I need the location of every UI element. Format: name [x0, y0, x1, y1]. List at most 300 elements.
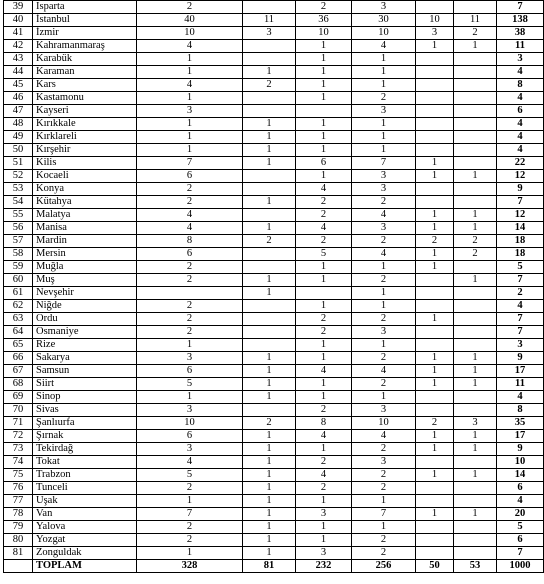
- value-cell: [416, 118, 454, 131]
- value-cell: 1: [296, 144, 352, 157]
- value-cell: [416, 521, 454, 534]
- value-cell: [454, 261, 497, 274]
- row-number: 64: [4, 326, 33, 339]
- row-total: 7: [497, 196, 544, 209]
- total-cell: 256: [352, 560, 416, 573]
- province-name: Sivas: [33, 404, 137, 417]
- row-number: 67: [4, 365, 33, 378]
- table-row: [4, 118, 544, 131]
- value-cell: 1: [416, 261, 454, 274]
- value-cell: [243, 209, 296, 222]
- total-cell: 53: [454, 560, 497, 573]
- province-name: Kırşehir: [33, 144, 137, 157]
- value-cell: [243, 1, 296, 14]
- province-name: Sakarya: [33, 352, 137, 365]
- table-row: [4, 209, 544, 222]
- row-number: 63: [4, 313, 33, 326]
- row-number: 69: [4, 391, 33, 404]
- row-number: 55: [4, 209, 33, 222]
- value-cell: 4: [352, 248, 416, 261]
- table-row: [4, 404, 544, 417]
- value-cell: [296, 287, 352, 300]
- value-cell: 1: [352, 339, 416, 352]
- value-cell: 1: [416, 170, 454, 183]
- province-name: Kırklareli: [33, 131, 137, 144]
- province-name: Kırıkkale: [33, 118, 137, 131]
- province-name: Yozgat: [33, 534, 137, 547]
- value-cell: 1: [243, 495, 296, 508]
- value-cell: 2: [296, 1, 352, 14]
- value-cell: 6: [137, 430, 243, 443]
- table-body: [4, 1, 544, 573]
- row-number: 54: [4, 196, 33, 209]
- value-cell: 1: [352, 79, 416, 92]
- table-row: [4, 326, 544, 339]
- value-cell: 1: [352, 300, 416, 313]
- table-row: [4, 287, 544, 300]
- province-name: Kayseri: [33, 105, 137, 118]
- value-cell: [416, 183, 454, 196]
- value-cell: [454, 404, 497, 417]
- value-cell: 1: [352, 521, 416, 534]
- value-cell: [416, 456, 454, 469]
- total-cell: 232: [296, 560, 352, 573]
- value-cell: 1: [352, 131, 416, 144]
- row-number: 65: [4, 339, 33, 352]
- table-row: [4, 170, 544, 183]
- value-cell: 1: [454, 274, 497, 287]
- value-cell: 1: [243, 378, 296, 391]
- value-cell: 1: [416, 40, 454, 53]
- value-cell: [243, 261, 296, 274]
- value-cell: [416, 495, 454, 508]
- value-cell: [454, 300, 497, 313]
- row-number: 66: [4, 352, 33, 365]
- value-cell: [243, 92, 296, 105]
- value-cell: 1: [454, 222, 497, 235]
- value-cell: [296, 105, 352, 118]
- value-cell: 7: [137, 508, 243, 521]
- value-cell: 1: [137, 118, 243, 131]
- value-cell: 6: [296, 157, 352, 170]
- province-distribution-table: [3, 0, 544, 573]
- value-cell: 2: [296, 209, 352, 222]
- value-cell: 4: [352, 430, 416, 443]
- value-cell: [137, 287, 243, 300]
- province-name: Niğde: [33, 300, 137, 313]
- row-total: 20: [497, 508, 544, 521]
- value-cell: 1: [296, 79, 352, 92]
- row-total: 14: [497, 469, 544, 482]
- value-cell: [454, 313, 497, 326]
- table-row: [4, 430, 544, 443]
- value-cell: 3: [352, 105, 416, 118]
- value-cell: 10: [416, 14, 454, 27]
- value-cell: [454, 66, 497, 79]
- value-cell: [454, 92, 497, 105]
- value-cell: 2: [352, 482, 416, 495]
- value-cell: 7: [352, 157, 416, 170]
- value-cell: 1: [243, 352, 296, 365]
- row-total: 7: [497, 313, 544, 326]
- total-cell: [4, 560, 33, 573]
- value-cell: 1: [243, 157, 296, 170]
- province-name: Tunceli: [33, 482, 137, 495]
- province-name: Sinop: [33, 391, 137, 404]
- value-cell: [416, 105, 454, 118]
- value-cell: 1: [296, 53, 352, 66]
- table-row: [4, 157, 544, 170]
- province-name: Nevşehir: [33, 287, 137, 300]
- province-name: Karabük: [33, 53, 137, 66]
- value-cell: 2: [243, 235, 296, 248]
- table-row: [4, 274, 544, 287]
- value-cell: [416, 482, 454, 495]
- value-cell: [416, 144, 454, 157]
- value-cell: 3: [137, 404, 243, 417]
- value-cell: [416, 300, 454, 313]
- value-cell: 4: [137, 222, 243, 235]
- value-cell: [454, 196, 497, 209]
- table-row: [4, 300, 544, 313]
- value-cell: 1: [243, 456, 296, 469]
- row-total: 4: [497, 92, 544, 105]
- value-cell: 1: [352, 53, 416, 66]
- value-cell: 4: [137, 456, 243, 469]
- value-cell: 2: [137, 261, 243, 274]
- value-cell: 5: [137, 469, 243, 482]
- table-row: [4, 53, 544, 66]
- province-name: Muş: [33, 274, 137, 287]
- value-cell: 4: [296, 222, 352, 235]
- value-cell: 4: [137, 79, 243, 92]
- row-total: 8: [497, 79, 544, 92]
- value-cell: 1: [243, 547, 296, 560]
- row-number: 56: [4, 222, 33, 235]
- value-cell: 1: [352, 391, 416, 404]
- row-total: 18: [497, 248, 544, 261]
- value-cell: 8: [296, 417, 352, 430]
- value-cell: 2: [296, 313, 352, 326]
- value-cell: 1: [454, 40, 497, 53]
- value-cell: 1: [137, 66, 243, 79]
- value-cell: 3: [352, 1, 416, 14]
- row-number: 50: [4, 144, 33, 157]
- value-cell: [243, 53, 296, 66]
- row-total: 17: [497, 365, 544, 378]
- province-name: Zonguldak: [33, 547, 137, 560]
- value-cell: 5: [137, 378, 243, 391]
- value-cell: 1: [352, 495, 416, 508]
- grand-total: 1000: [497, 560, 544, 573]
- value-cell: [454, 79, 497, 92]
- value-cell: 2: [137, 196, 243, 209]
- row-total: 14: [497, 222, 544, 235]
- value-cell: 1: [454, 170, 497, 183]
- value-cell: 1: [416, 365, 454, 378]
- value-cell: 1: [137, 391, 243, 404]
- value-cell: [454, 456, 497, 469]
- value-cell: [454, 482, 497, 495]
- value-cell: 1: [243, 534, 296, 547]
- value-cell: 2: [137, 300, 243, 313]
- row-number: 57: [4, 235, 33, 248]
- province-name: Uşak: [33, 495, 137, 508]
- province-name: Samsun: [33, 365, 137, 378]
- value-cell: [454, 391, 497, 404]
- province-name: Tokat: [33, 456, 137, 469]
- value-cell: 4: [296, 183, 352, 196]
- value-cell: 1: [454, 443, 497, 456]
- row-total: 18: [497, 235, 544, 248]
- value-cell: [454, 131, 497, 144]
- value-cell: 40: [137, 14, 243, 27]
- province-name: Tekirdağ: [33, 443, 137, 456]
- value-cell: 2: [352, 352, 416, 365]
- value-cell: 1: [454, 365, 497, 378]
- row-total: 7: [497, 547, 544, 560]
- value-cell: 1: [243, 222, 296, 235]
- row-number: 44: [4, 66, 33, 79]
- province-name: Osmaniye: [33, 326, 137, 339]
- value-cell: 2: [296, 482, 352, 495]
- value-cell: [416, 79, 454, 92]
- row-total: 10: [497, 456, 544, 469]
- row-number: 53: [4, 183, 33, 196]
- row-number: 76: [4, 482, 33, 495]
- row-total: 4: [497, 131, 544, 144]
- value-cell: 2: [352, 547, 416, 560]
- value-cell: 2: [296, 326, 352, 339]
- row-total: 6: [497, 534, 544, 547]
- value-cell: 3: [352, 326, 416, 339]
- table-row: [4, 313, 544, 326]
- province-name: Isparta: [33, 1, 137, 14]
- value-cell: [416, 131, 454, 144]
- value-cell: 1: [352, 287, 416, 300]
- row-total: 4: [497, 300, 544, 313]
- value-cell: 2: [296, 196, 352, 209]
- value-cell: 1: [296, 274, 352, 287]
- value-cell: 1: [243, 443, 296, 456]
- value-cell: 3: [137, 105, 243, 118]
- value-cell: 2: [352, 443, 416, 456]
- value-cell: 10: [352, 27, 416, 40]
- value-cell: 3: [296, 508, 352, 521]
- value-cell: 1: [416, 313, 454, 326]
- province-name: Rize: [33, 339, 137, 352]
- table-row: [4, 508, 544, 521]
- value-cell: 2: [352, 378, 416, 391]
- value-cell: 1: [416, 157, 454, 170]
- value-cell: 2: [352, 235, 416, 248]
- value-cell: 1: [296, 261, 352, 274]
- value-cell: 1: [352, 261, 416, 274]
- row-number: 70: [4, 404, 33, 417]
- value-cell: 1: [296, 378, 352, 391]
- row-number: 73: [4, 443, 33, 456]
- value-cell: 1: [243, 118, 296, 131]
- value-cell: 1: [243, 131, 296, 144]
- row-total: 7: [497, 1, 544, 14]
- value-cell: [454, 547, 497, 560]
- value-cell: 1: [137, 92, 243, 105]
- value-cell: 1: [137, 131, 243, 144]
- value-cell: [454, 326, 497, 339]
- value-cell: [243, 248, 296, 261]
- province-name: Malatya: [33, 209, 137, 222]
- province-name: Şanlıurfa: [33, 417, 137, 430]
- table-row: [4, 261, 544, 274]
- value-cell: 2: [296, 456, 352, 469]
- value-cell: [454, 495, 497, 508]
- value-cell: 1: [454, 469, 497, 482]
- value-cell: 1: [243, 482, 296, 495]
- table-row: [4, 79, 544, 92]
- row-number: 62: [4, 300, 33, 313]
- value-cell: 2: [352, 534, 416, 547]
- value-cell: [454, 534, 497, 547]
- value-cell: 4: [137, 209, 243, 222]
- value-cell: 6: [137, 365, 243, 378]
- value-cell: 1: [416, 378, 454, 391]
- row-total: 12: [497, 209, 544, 222]
- table-row: [4, 196, 544, 209]
- value-cell: 1: [296, 118, 352, 131]
- table-row: [4, 27, 544, 40]
- value-cell: 2: [137, 274, 243, 287]
- row-number: 75: [4, 469, 33, 482]
- value-cell: 4: [352, 209, 416, 222]
- value-cell: 1: [416, 443, 454, 456]
- value-cell: 1: [243, 196, 296, 209]
- row-total: 7: [497, 274, 544, 287]
- province-name: İstanbul: [33, 14, 137, 27]
- value-cell: 2: [296, 235, 352, 248]
- row-number: 80: [4, 534, 33, 547]
- value-cell: 2: [352, 274, 416, 287]
- value-cell: 3: [352, 456, 416, 469]
- value-cell: 3: [352, 170, 416, 183]
- value-cell: 10: [296, 27, 352, 40]
- value-cell: 8: [137, 235, 243, 248]
- row-total: 11: [497, 378, 544, 391]
- value-cell: 2: [352, 196, 416, 209]
- table-row: [4, 443, 544, 456]
- row-number: 72: [4, 430, 33, 443]
- value-cell: [416, 274, 454, 287]
- value-cell: 1: [416, 209, 454, 222]
- province-name: İzmir: [33, 27, 137, 40]
- value-cell: 1: [137, 495, 243, 508]
- value-cell: 3: [352, 222, 416, 235]
- row-total: 4: [497, 66, 544, 79]
- value-cell: 10: [352, 417, 416, 430]
- value-cell: 3: [296, 547, 352, 560]
- value-cell: 1: [137, 144, 243, 157]
- total-cell: 50: [416, 560, 454, 573]
- value-cell: 1: [296, 339, 352, 352]
- value-cell: 1: [296, 92, 352, 105]
- value-cell: 11: [454, 14, 497, 27]
- value-cell: [416, 196, 454, 209]
- value-cell: 1: [243, 287, 296, 300]
- value-cell: 3: [137, 443, 243, 456]
- value-cell: 2: [137, 313, 243, 326]
- row-number: 68: [4, 378, 33, 391]
- value-cell: 1: [296, 521, 352, 534]
- value-cell: 3: [137, 352, 243, 365]
- row-total: 4: [497, 118, 544, 131]
- row-number: 79: [4, 521, 33, 534]
- value-cell: 1: [352, 118, 416, 131]
- value-cell: 1: [454, 508, 497, 521]
- table-row: [4, 547, 544, 560]
- row-total: 22: [497, 157, 544, 170]
- value-cell: 2: [137, 482, 243, 495]
- value-cell: [416, 326, 454, 339]
- row-number: 61: [4, 287, 33, 300]
- table-row: [4, 144, 544, 157]
- row-total: 12: [497, 170, 544, 183]
- total-label: TOPLAM: [33, 560, 137, 573]
- table-row: [4, 222, 544, 235]
- value-cell: 1: [454, 352, 497, 365]
- row-total: 11: [497, 40, 544, 53]
- value-cell: 3: [454, 417, 497, 430]
- row-number: 43: [4, 53, 33, 66]
- value-cell: [243, 404, 296, 417]
- value-cell: [243, 170, 296, 183]
- value-cell: 4: [352, 365, 416, 378]
- value-cell: 7: [137, 157, 243, 170]
- value-cell: [454, 183, 497, 196]
- row-number: 46: [4, 92, 33, 105]
- table-row: [4, 417, 544, 430]
- value-cell: [454, 144, 497, 157]
- row-total: 38: [497, 27, 544, 40]
- row-total: 5: [497, 261, 544, 274]
- value-cell: 2: [137, 183, 243, 196]
- value-cell: 2: [137, 326, 243, 339]
- value-cell: 4: [352, 40, 416, 53]
- value-cell: [416, 1, 454, 14]
- row-total: 9: [497, 352, 544, 365]
- value-cell: 1: [296, 443, 352, 456]
- value-cell: 1: [296, 352, 352, 365]
- value-cell: 4: [296, 469, 352, 482]
- value-cell: 1: [243, 144, 296, 157]
- value-cell: 1: [243, 521, 296, 534]
- row-total: 4: [497, 144, 544, 157]
- value-cell: 1: [296, 534, 352, 547]
- value-cell: 1: [416, 248, 454, 261]
- table-row: [4, 469, 544, 482]
- value-cell: 1: [137, 53, 243, 66]
- value-cell: 1: [243, 274, 296, 287]
- row-number: 60: [4, 274, 33, 287]
- table-row: [4, 183, 544, 196]
- table-row: [4, 339, 544, 352]
- value-cell: [454, 1, 497, 14]
- province-name: Ordu: [33, 313, 137, 326]
- table-row: [4, 248, 544, 261]
- value-cell: 1: [416, 352, 454, 365]
- value-cell: 1: [243, 391, 296, 404]
- row-total: 6: [497, 482, 544, 495]
- table-row: [4, 456, 544, 469]
- table-row: [4, 378, 544, 391]
